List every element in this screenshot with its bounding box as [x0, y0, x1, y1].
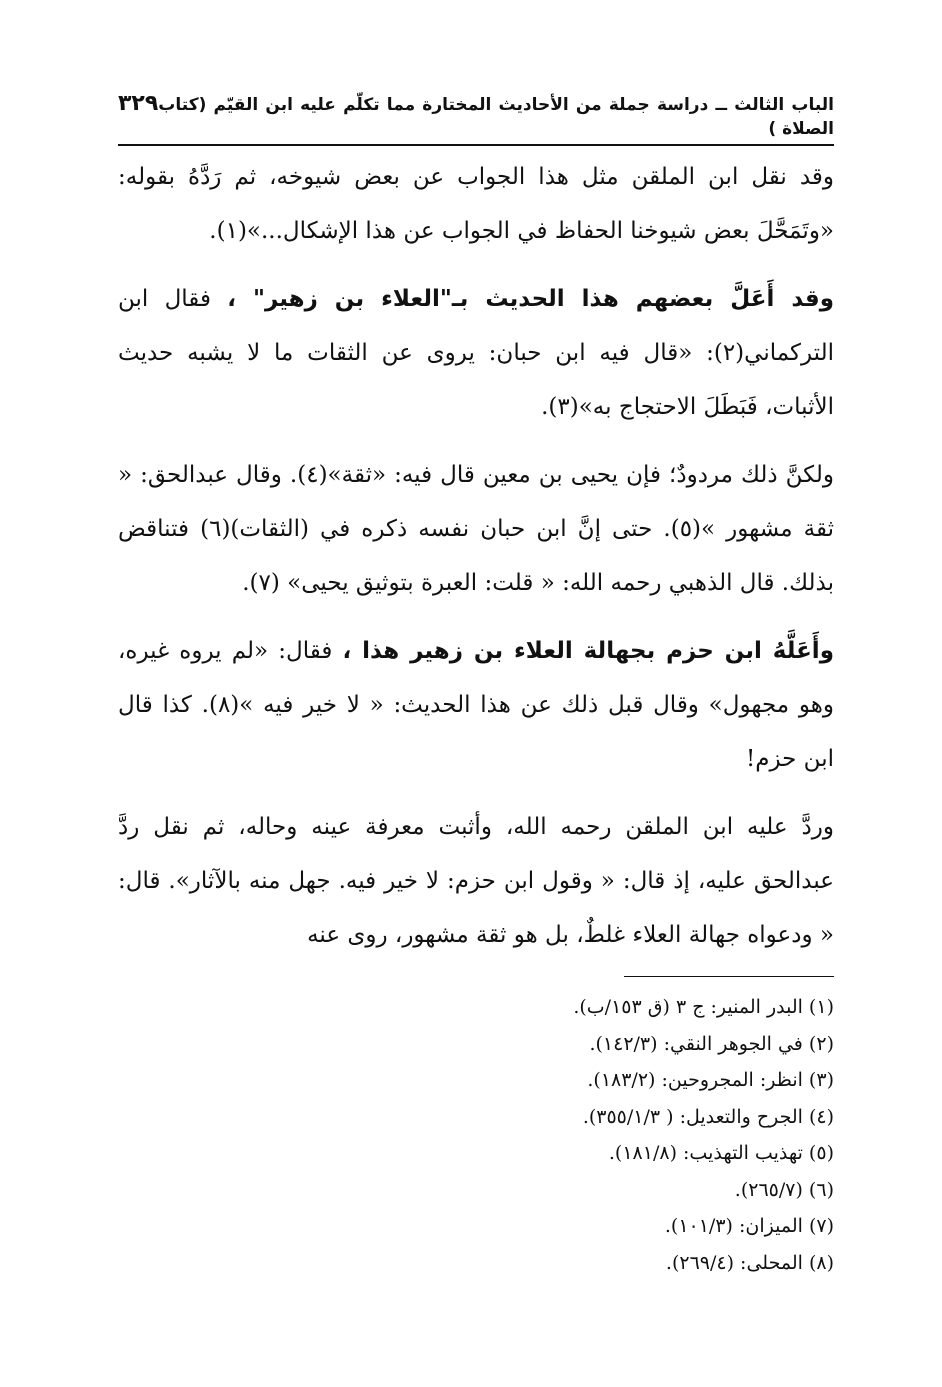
footnote-2: (٢) في الجوهر النقي: (١٤٢/٣). [589, 1032, 834, 1055]
footnotes-list [118, 989, 834, 1281]
paragraph-3 [118, 448, 834, 610]
footnote-6: (٦) (٢٦٥/٧). [734, 1178, 834, 1201]
paragraph-text: وقد نقل ابن الملقن مثل هذا الجواب عن بعض شيوخه، ثم رَدَّهُ بقوله: «وتَمَحَّلَ بعض شيوخنا الحفاظ في الجواب عن هذا الإشكال...»(١). [118, 164, 834, 244]
paragraph-text: فقال: «لم يروه غيره، وهو مجهول» وقال قبل ذلك عن هذا الحديث: « لا خير فيه »(٨). كذا قال ابن حزم! [118, 638, 834, 772]
footnote-8: (٨) المحلى: (٢٦٩/٤). [665, 1251, 834, 1274]
footnote-4: (٤) الجرح والتعديل: ( ٣٥٥/١/٣). [582, 1105, 834, 1128]
footnote-divider [624, 976, 834, 977]
paragraph-lead: وقد أَعَلَّ بعضهم هذا الحديث بـ"العلاء بن زهير" ، [227, 286, 834, 312]
paragraph-4 [118, 624, 834, 786]
paragraph-text: ولكنَّ ذلك مردودٌ؛ فإن يحيى بن معين قال فيه: «ثقة»(٤). وقال عبدالحق: « ثقة مشهور »(٥). حتى إنَّ ابن حبان نفسه ذكره في (الثقات)(٦) فتناقض بذلك. قال الذهبي رحمه الله: « قلت: العبرة بتوثيق يحيى» (٧). [118, 462, 834, 596]
footnote-7: (٧) الميزان: (١٠١/٣). [664, 1215, 834, 1237]
paragraph-1 [118, 150, 834, 258]
page-number: ٣٢٩ [118, 91, 159, 116]
document-page [118, 92, 834, 1281]
footnote-3: (٣) انظر: المجروحين: (١٨٣/٢). [587, 1069, 834, 1091]
paragraph-text: فقال ابن التركماني(٢): «قال فيه ابن حبان: يروى عن الثقات ما لا يشبه حديث الأثبات، فَبَطَلَ الاحتجاج به»(٣). [118, 286, 834, 420]
running-header [118, 92, 834, 146]
paragraph-5 [118, 800, 834, 962]
footnote-5: (٥) تهذيب التهذيب: (١٨١/٨). [608, 1142, 834, 1164]
footnote-1: (١) البدر المنير: ج ٣ (ق ١٥٣/ب). [573, 996, 834, 1018]
paragraph-2 [118, 272, 834, 434]
paragraph-lead: وأَعَلَّهُ ابن حزم بجهالة العلاء بن زهير هذا ، [342, 638, 834, 664]
header-title: الباب الثالث ــ دراسة جملة من الأحاديث المختارة مما تكلّم عليه ابن القيّم (كتاب الصلاة ) [158, 95, 834, 139]
paragraph-text: وردَّ عليه ابن الملقن رحمه الله، وأثبت معرفة عينه وحاله، ثم نقل ردَّ عبدالحق عليه، إذ قال: « وقول ابن حزم: لا خير فيه. جهل منه بالآثار». قال: « ودعواه جهالة العلاء غلطٌ، بل هو ثقة مشهور، روى عنه [118, 814, 834, 948]
